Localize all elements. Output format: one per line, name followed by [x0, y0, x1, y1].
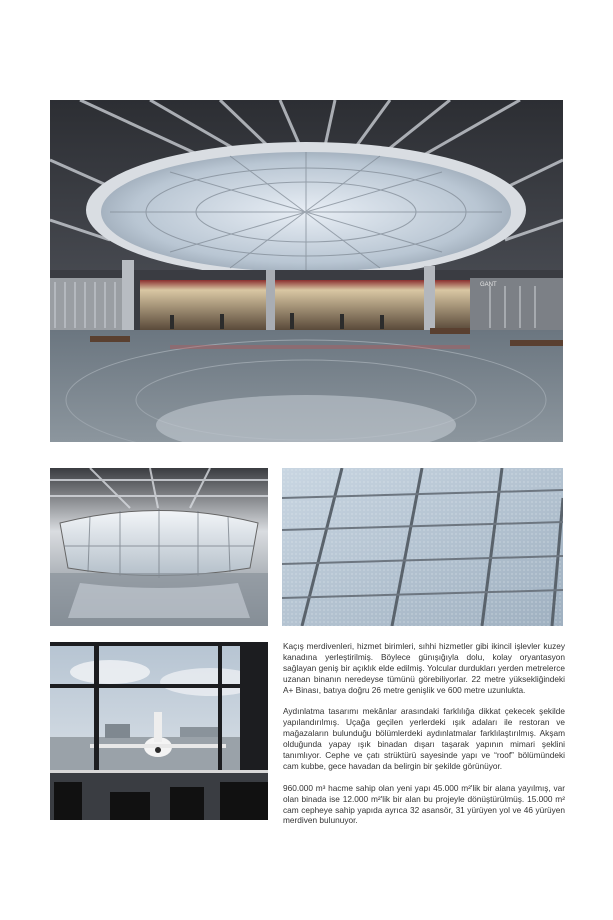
- glass-cupola-illustration: [50, 468, 268, 626]
- airport-window-view-photo: [50, 642, 268, 820]
- article-text: [283, 641, 565, 837]
- glass-roof-illustration: [282, 468, 563, 626]
- paragraph-1: Kaçış merdivenleri, hizmet birimleri, sıhhi hizmetler gibi ikincil işlevler kuzey kanadına yerleştirilmiş. Böylece günışığıyla dolu, kolay oryantasyon sağlayan geniş bir açıklık elde edilmiş. Yolcular durdukları yerden metrelerce uzanan binanın neredeyse tümünü görebiliyorlar. 22 metre yüksekliğindeki A+ Binası, batıya doğru 26 metre genişlik ve 600 metre uzunlukta.: [283, 641, 565, 695]
- paragraph-2: Aydınlatma tasarımı mekânlar arasındaki farklılığa dikkat çekecek şekilde yapılandırılmış. Uçağa geçilen yerlerdeki ışık adaları ile restoran ve mağazaların bulunduğu bölümlerdeki aydınlatmalar farklılaştırılmış. Akşam olduğunda yapay ışık binadan dışarı taşarak yapının mimari şeklini tanımlıyor. Cephe ve çatı strüktürü sayesinde yapı ve “roof” bölümündeki cam kubbe, gece havadan da belirgin bir şekilde görünüyor.: [283, 706, 565, 771]
- glass-cupola-photo: [50, 468, 268, 626]
- terminal-rotunda-photo: [50, 100, 563, 442]
- terminal-rotunda-illustration: [50, 100, 563, 442]
- paragraph-3: 960.000 m³ hacme sahip olan yeni yapı 45.000 m²'lik bir alana yayılmış, var olan binada ise 12.000 m²'lik bir alan bu projeyle dönüştürülmüş. 15.000 m² cam cepheye sahip yapıda ayrıca 32 asansör, 31 yürüyen yol ve 46 yürüyen merdiven bulunuyor.: [283, 782, 565, 826]
- airport-window-illustration: [50, 642, 268, 820]
- storefront-sign: GANT: [480, 282, 497, 288]
- glass-roof-detail-photo: [282, 468, 563, 626]
